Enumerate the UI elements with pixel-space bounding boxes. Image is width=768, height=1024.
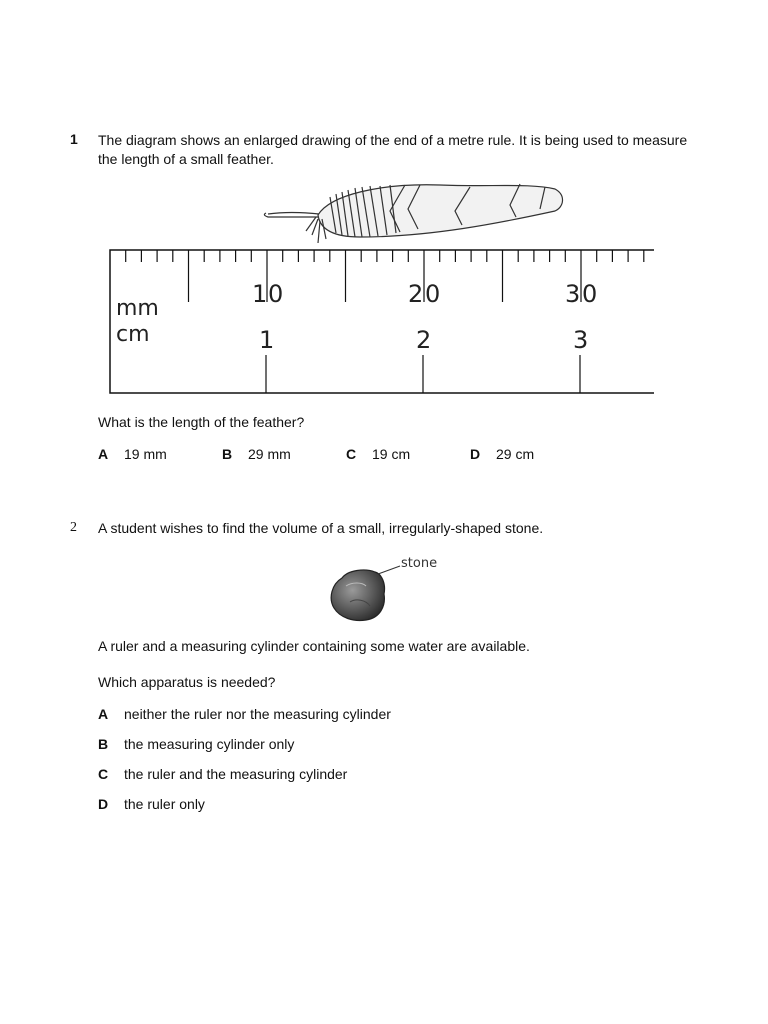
option-text: 19 cm	[372, 446, 411, 462]
cm-label-2: 2	[416, 326, 432, 354]
mm-label-10-digit2: 0	[268, 280, 284, 308]
option-text: 29 mm	[248, 446, 291, 462]
option-text: 19 mm	[124, 446, 167, 462]
option-letter: B	[222, 446, 233, 462]
q2-option-c[interactable]	[98, 766, 347, 782]
question-2-text: A student wishes to find the volume of a small, irregularly-shaped stone.	[98, 520, 544, 536]
cm-label-3: 3	[573, 326, 589, 354]
stone-label-line	[378, 566, 400, 574]
q1-option-b[interactable]	[222, 446, 291, 462]
stone-label: stone	[401, 556, 438, 571]
q2-option-b[interactable]	[98, 736, 294, 752]
option-letter: D	[470, 446, 481, 462]
option-text: the ruler only	[124, 796, 205, 812]
question-1-number: 1	[70, 131, 78, 147]
option-letter: C	[98, 766, 109, 782]
option-letter: C	[346, 446, 357, 462]
question-2-prompt: Which apparatus is needed?	[98, 674, 276, 690]
mm-label-10-digit1: 1	[252, 280, 268, 308]
option-letter: A	[98, 446, 109, 462]
option-text: 29 cm	[496, 446, 535, 462]
question-2-apparatus-text: A ruler and a measuring cylinder containing some water are available.	[98, 638, 530, 654]
q1-option-a[interactable]	[98, 446, 167, 462]
option-text: the ruler and the measuring cylinder	[124, 766, 348, 782]
q2-option-a[interactable]	[98, 706, 391, 722]
stone-diagram	[320, 550, 460, 625]
stone-shape	[331, 570, 384, 621]
option-text: neither the ruler nor the measuring cylinder	[124, 706, 391, 722]
q2-option-d[interactable]	[98, 796, 205, 812]
option-letter: D	[98, 796, 109, 812]
ruler-unit-cm: cm	[116, 322, 150, 347]
question-1-text: The diagram shows an enlarged drawing of the end of a metre rule. It is being used to measure the length of a small feather.	[98, 132, 688, 167]
q1-option-c[interactable]	[346, 446, 410, 462]
mm-label-20-digit1: 2	[408, 280, 424, 308]
option-letter: A	[98, 706, 109, 722]
question-1-prompt: What is the length of the feather?	[98, 414, 305, 430]
feather-drawing	[264, 184, 562, 243]
option-letter: B	[98, 736, 109, 752]
mm-label-20-digit2: 0	[425, 280, 441, 308]
q1-option-d[interactable]	[470, 446, 534, 462]
mm-label-30-digit1: 3	[565, 280, 581, 308]
ruler-unit-mm: mm	[116, 296, 159, 321]
mm-label-30-digit2: 0	[582, 280, 598, 308]
cm-label-1: 1	[259, 326, 275, 354]
ruler-feather-diagram	[0, 175, 768, 400]
question-2-number: 2	[70, 520, 77, 535]
option-text: the measuring cylinder only	[124, 736, 295, 752]
metre-rule	[110, 250, 654, 393]
